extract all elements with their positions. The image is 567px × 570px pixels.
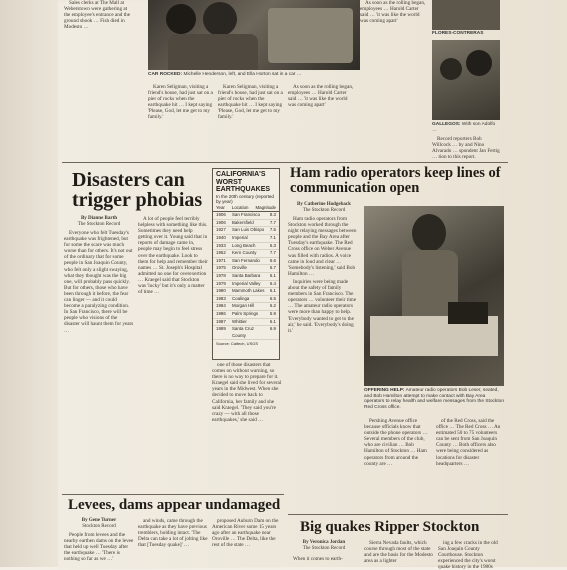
table-cell-location: Santa Barbara <box>232 272 261 278</box>
table-cell-mag: 7.7 <box>269 250 276 256</box>
phobias-col-1: Everyone who felt Tuesday's earthquake was frightened, but for some the scare was much worse than for others. It's not out of the ordinary that for some people in San Joaquin County, who felt only a slight swaying, what they thought was the big one, will probably pass quickly. But for others, those who have been through it before, the fear can linger — and it could become a paralyzing condition. In San Francisco, there will be people who visions of the disaster will haunt them for years … <box>64 230 134 334</box>
gallegos-photo <box>432 40 500 120</box>
section-divider <box>62 162 508 163</box>
levees-col-3: proposed Auburn Dam on the American River some 15 years ago after an earthquake near Oroville … The Delta, like the rest of the state … <box>212 518 279 549</box>
table-subtitle: In the 20th century (reported by year) <box>216 193 274 204</box>
table-row <box>213 303 279 311</box>
table-header: Year Location Magnitude <box>213 204 279 212</box>
table-cell-year: 1980 <box>216 288 226 294</box>
table-cell-year: 1906 <box>216 212 226 218</box>
table-cell-year: 1975 <box>216 265 226 271</box>
big-quakes-byline: By Veronica Jordan The Stockton Record <box>302 540 346 551</box>
person-shape <box>412 214 446 252</box>
person-shape <box>440 58 462 80</box>
table-cell-year: 1989 <box>216 326 226 332</box>
table-cell-location: San Francisco <box>232 212 261 218</box>
table-cell-mag: 6.5 <box>269 295 276 301</box>
phobias-headline: Disasters can trigger phobias <box>72 169 203 211</box>
table-cell-location: Coalinga <box>232 295 250 301</box>
table-cell-mag: 5.1 <box>269 272 276 278</box>
table-row <box>213 212 279 220</box>
table-row <box>213 220 279 228</box>
table-cell-mag: 6.6 <box>269 257 276 263</box>
top-left-text: Sales clerks at The Mall at Weberstown were gathering at the employee's entrance and the ground shook … Fish died in Modesto … <box>64 0 131 31</box>
section-divider <box>62 494 284 495</box>
table-cell-mag: 7.5 <box>269 227 276 233</box>
ham-radio-byline: By Catherine Hodgeback The Stockton Record <box>297 202 351 213</box>
table-cell-mag: 6.4 <box>269 280 276 286</box>
ham-radio-col-3: Pershing Avenue office because officials know that outside the phone operators … Several members of the club, who are civilian … Bob Hamilton of Stockton … Ham operators from around the county are … <box>364 418 428 467</box>
phobias-byline: By Dianne Barth The Stockton Record <box>77 216 121 227</box>
table-cell-location: Mammoth Lakes <box>232 288 265 294</box>
big-quakes-headline: Big quakes Ripper Stockton <box>300 519 480 535</box>
flores-contreras-label: FLORES-CONTRERAS <box>432 31 484 36</box>
table-cell-location: Santa Cruz County <box>232 326 254 338</box>
ham-radio-photo-caption: OFFERING HELP: Amateur radio operators Bob Leser, seated, and Bob Hamilton attempt to make contact with Bay Area operators to relay health and welfare messages from the Stockton Red Cross office. <box>364 388 504 410</box>
table-row <box>213 273 279 281</box>
table-cell-mag: 5.7 <box>269 265 276 271</box>
table-cell-location: Long Beach <box>232 242 256 248</box>
table-cell-mag: 7.1 <box>269 234 276 240</box>
big-quakes-col-2: Sierra Nevada faults, which course through most of the state and are the basis for the Modesto area as a lighter <box>364 540 433 565</box>
section-divider <box>288 514 508 515</box>
top-far-right-text: Record reporters Bob Willcock … by and Nino Alvarado … spondent Jan Fertig … tion to this report. <box>432 136 500 161</box>
top-right-article-text: As soon as the rolling began, employees … Harold Carter said … 'it was like the world was coming apart' <box>360 0 426 25</box>
car-window-shape <box>268 8 353 63</box>
table-cell-year: 1987 <box>216 318 226 324</box>
levees-byline: By Gene Turner Stockton Record <box>81 518 117 529</box>
table-cell-year: 1906 <box>216 219 226 225</box>
table-cell-location: Morgan Hill <box>232 303 255 309</box>
car-rocked-photo <box>148 0 360 70</box>
radio-equipment-shape <box>448 302 488 324</box>
table-row <box>213 288 279 296</box>
top-mid2-article-text: Karen Seligman, visiting a friend's house, had just sat on a pier of rocks when the earthquake hit … I kept saying 'Please, God, let me get to my family.' <box>218 84 283 121</box>
table-cell-location: Kern County <box>232 250 257 256</box>
table-title: CALIFORNIA'S WORST EARTHQUAKES <box>216 171 271 194</box>
table-cell-year: 1933 <box>216 242 226 248</box>
table-row <box>213 326 279 340</box>
ham-radio-photo <box>364 206 504 386</box>
top-left-article-text <box>64 0 134 160</box>
table-cell-location: Imperial <box>232 234 248 240</box>
table-row <box>213 243 279 251</box>
ham-radio-col-1: Ham radio operators from Stockton worked through the night relaying messages between people and the Bay Area after Tuesday's earthquake. The Red Cross office on Weber Avenue was filled with radios. A voice came in loud and clear … 'Somebody's listening,' said Bob Hamilton … Inquiries were being made about the safety of family members in San Francisco. The operators … volunteer their time … The amateur radio operators were more than happy to help. 'Everybody wanted to get to the air,' he said. 'Everybody's doing it.' <box>288 216 357 334</box>
table-cell-year: 1971 <box>216 257 226 263</box>
table-cell-mag: 7.7 <box>269 219 276 225</box>
top-mid3-article-text: As soon as the rolling began, employees … Harold Carter said … 'it was like the world was coming apart' <box>288 84 354 109</box>
table-cell-location: Palm Springs <box>232 310 259 316</box>
table-footer: Source: Caltech, USGS <box>216 341 259 347</box>
ham-radio-headline: Ham radio operators keep lines of communication open <box>290 165 501 196</box>
phobias-col-2: A lot of people feel terribly helpless with something like this. Sometimes they need help getting over it. Young said that in reports of damage came in, people may begin to feel stress over the earthquake. Look to them for help and remember their names … St. Joseph's Hospital admitted no one for overexertion … Kraegel said that Stockton was 'lucky' but it's only a matter of time … <box>138 216 208 296</box>
table-cell-year: 1927 <box>216 227 226 233</box>
car-rocked-caption: CAR ROCKED: Michelle Henderson, left, and Ella Horton sat in a car … <box>148 72 302 77</box>
table-cell-location: Whittier <box>232 318 247 324</box>
table-cell-year: 1983 <box>216 295 226 301</box>
table-cell-mag: 6.9 <box>269 326 276 332</box>
table-row <box>213 250 279 258</box>
table-row <box>213 235 279 243</box>
ham-radio-col-4: of the Red Cross, said the office … The Red Cross … An estimated 50 to 75 volunteers can be sent from San Joaquin County … Both officers also were being considered as locations for disaster headquarters … <box>436 418 501 467</box>
top-mid-article-text: Karen Seligman, visiting a friend's house, had just sat on a pier of rocks when the earthquake hit … I kept saying 'Please, God, let me get to my family.' <box>148 84 213 121</box>
levees-headline: Levees, dams appear undamaged <box>68 497 281 513</box>
table-row <box>213 319 279 327</box>
table-cell-year: 1984 <box>216 303 226 309</box>
table-cell-year: 1978 <box>216 272 226 278</box>
table-row <box>213 227 279 235</box>
big-quakes-col-3: ing a few cracks in the old San Joaquin County Courthouse. Stockton experienced the city's worst quake history in the 1980s <box>438 540 498 570</box>
table-row <box>213 296 279 304</box>
gallegos-caption: GALLEGOS: With son Adolfo … <box>432 122 496 133</box>
table-cell-year: 1940 <box>216 234 226 240</box>
table-cell-mag: 6.1 <box>269 318 276 324</box>
person-shape <box>203 2 237 36</box>
table-cell-mag: 5.9 <box>269 310 276 316</box>
table-row <box>213 258 279 266</box>
table-row <box>213 281 279 289</box>
table-cell-mag: 6.1 <box>269 288 276 294</box>
table-cell-mag: 8.3 <box>269 212 276 218</box>
table-row <box>213 265 279 273</box>
table-row <box>213 311 279 319</box>
levees-col-2: and winds, came through the earthquake as they have previous tremblers, holding intact. 'The Delta can take a lot of jolting like that [Tuesday quake]' … <box>138 518 208 549</box>
table-cell-year: 1979 <box>216 280 226 286</box>
table-cell-mag: 6.2 <box>269 303 276 309</box>
table-cell-location: San Fernando <box>232 257 260 263</box>
car-shape <box>168 34 258 70</box>
table-cell-mag: 6.3 <box>269 242 276 248</box>
table-cell-year: 1986 <box>216 310 226 316</box>
table-rows <box>213 212 279 340</box>
levees-col-1: People from levees and the nearby earthen dams on the levee that held up well Tuesday after the earthquake … 'There is nothing so far as we …' <box>64 532 134 563</box>
worst-earthquakes-table <box>212 168 280 360</box>
table-cell-location: Bakersfield <box>232 219 254 225</box>
table-cell-location: San Luis Obispo <box>232 227 265 233</box>
person-shape <box>466 50 492 76</box>
big-quakes-col-1: When it comes to earth- <box>293 556 343 562</box>
flores-contreras-photo <box>432 0 500 30</box>
table-cell-location: Imperial Valley <box>232 280 261 286</box>
phobias-col-3: one of those disasters that comes on without warning, so there is no way to prepare for it. Kraegel said she lived for several years in the Midwest. When she decided to move back to California, her family and she said Kraegel. 'They said you're crazy — with all those earthquakes,' she said … <box>212 362 282 423</box>
page-edge <box>0 0 58 567</box>
table-cell-year: 1952 <box>216 250 226 256</box>
table-cell-location: Oroville <box>232 265 247 271</box>
person-shape <box>166 4 196 34</box>
